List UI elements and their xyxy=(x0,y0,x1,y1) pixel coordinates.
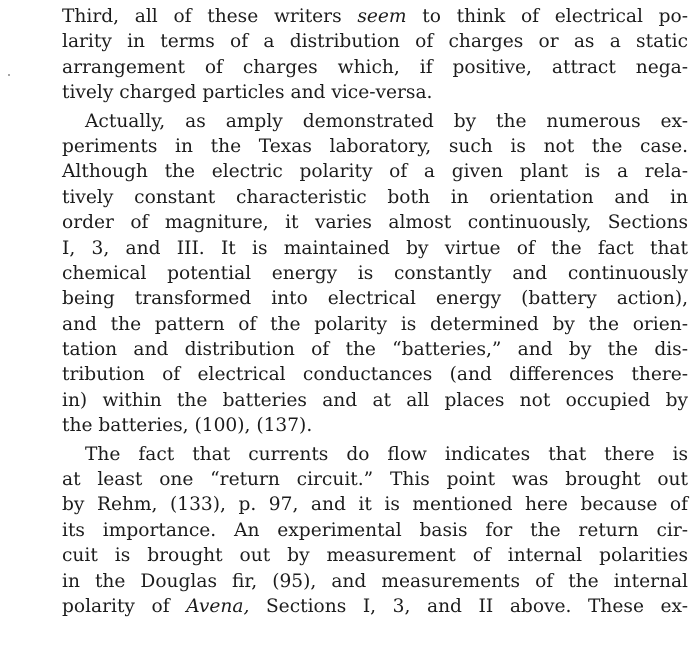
text-run: to think of electrical po- xyxy=(406,6,688,27)
paragraph-1 xyxy=(62,4,688,106)
text-run: Sections I, 3, and II above. These ex- xyxy=(249,595,688,617)
document-page xyxy=(62,4,688,621)
text-line: cuit is brought out by measurement of internal polarities xyxy=(62,545,688,567)
text-line: order of magniture, it varies almost continuously, Sections xyxy=(62,212,688,234)
text-line: chemical potential energy is constantly and continuously xyxy=(62,262,688,284)
text-line: in) within the batteries and at all places not occupied by xyxy=(62,389,688,411)
text-line: tively charged particles and vice-versa. xyxy=(62,82,433,104)
text-line: its importance. An experimental basis for the return cir- xyxy=(62,519,688,541)
text-line: the batteries, (100), (137). xyxy=(62,415,313,437)
paragraph-2 xyxy=(62,109,688,439)
emphasis-run: Avena, xyxy=(186,595,250,617)
text-run: polarity of xyxy=(62,595,187,617)
text-line: in the Douglas fir, (95), and measurements of the internal xyxy=(62,570,688,592)
text-line: I, 3, and III. It is maintained by virtue of the fact that xyxy=(62,237,688,259)
text-line: larity in terms of a distribution of charges or as a static xyxy=(62,31,688,53)
text-line: being transformed into electrical energy (battery action), xyxy=(62,288,688,310)
text-line xyxy=(62,594,688,619)
text-line: tively constant characteristic both in orientation and in xyxy=(62,186,688,208)
text-line: periments in the Texas laboratory, such is not the case. xyxy=(62,135,688,157)
text-line: The fact that currents do flow indicates that there is xyxy=(85,443,688,465)
paragraph-3 xyxy=(62,442,688,620)
text-line xyxy=(62,4,688,29)
text-line: Although the electric polarity of a given plant is a rela- xyxy=(62,161,688,183)
stray-mark xyxy=(8,74,10,76)
text-line: Actually, as amply demonstrated by the numerous ex- xyxy=(85,110,688,132)
text-run: Third, all of these writers xyxy=(62,6,358,27)
text-line: and the pattern of the polarity is determined by the orien- xyxy=(62,313,688,335)
emphasis-run: seem xyxy=(357,6,407,27)
text-line: arrangement of charges which, if positive, attract nega- xyxy=(62,56,688,78)
text-line: tation and distribution of the “batteries,” and by the dis- xyxy=(62,339,688,361)
text-line: by Rehm, (133), p. 97, and it is mentioned here because of xyxy=(62,494,688,516)
text-line: tribution of electrical conductances (and differences there- xyxy=(62,364,688,386)
text-line: at least one “return circuit.” This point was brought out xyxy=(62,469,688,491)
